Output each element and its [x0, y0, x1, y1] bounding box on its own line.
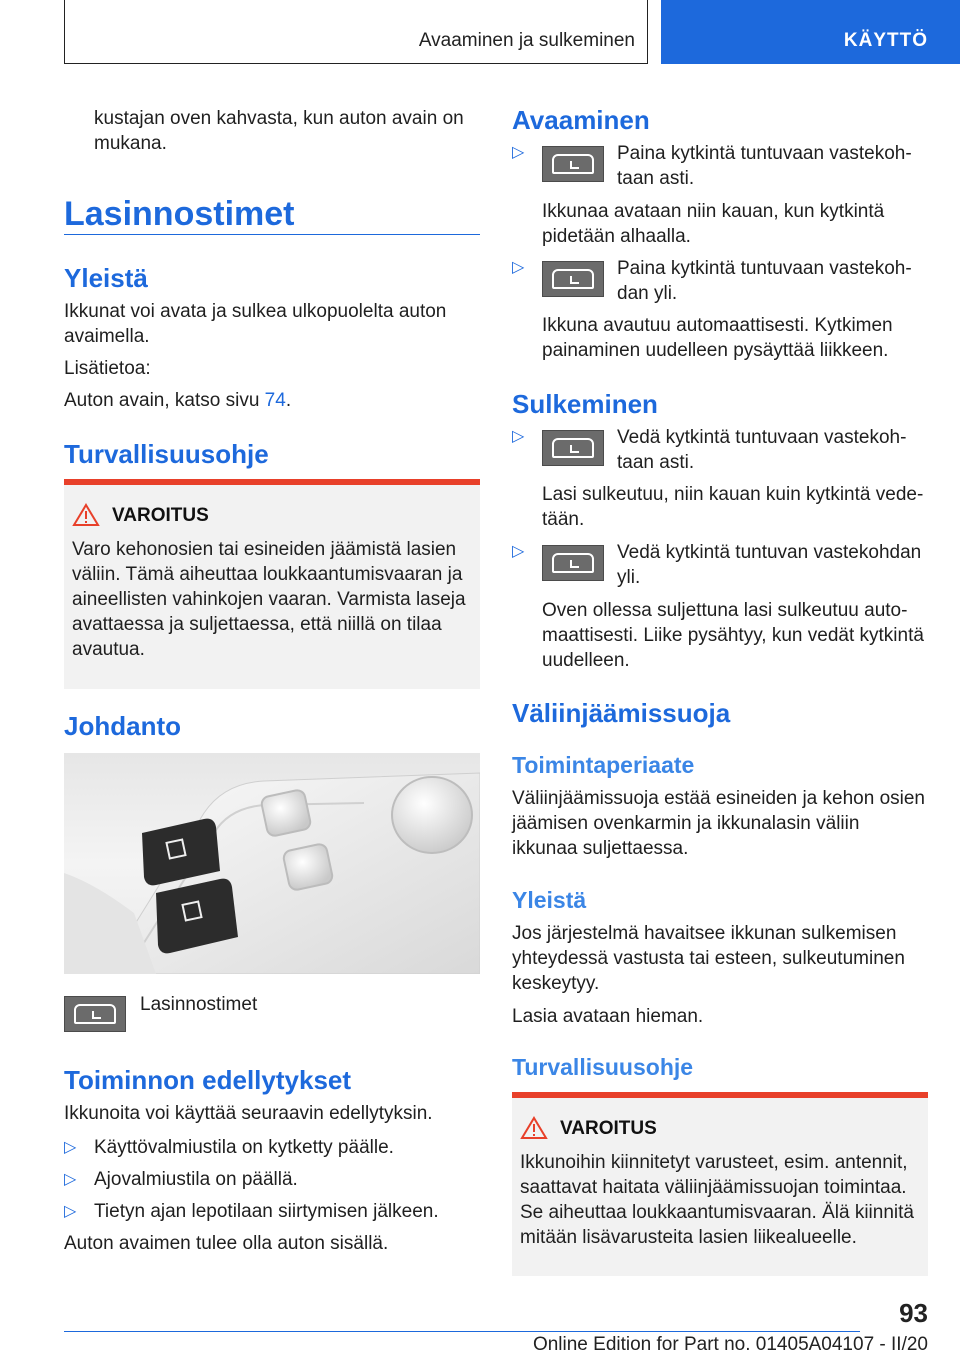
- avaaminen-step-2: Paina kytkintä tuntuvaan vastekohdan yli.: [617, 258, 912, 304]
- triangle-bullet-icon: ▷: [512, 144, 525, 161]
- yleista-paragraph-2: Lisätietoa:: [64, 358, 151, 379]
- edition-text: Online Edition for Part no. 01405A04107 - II/20: [532, 1334, 928, 1355]
- warning-triangle-icon: [520, 1116, 548, 1145]
- continued-text: kustajan oven kahvasta, kun auton avain on mukana.: [94, 108, 464, 154]
- header-chapter-title: KÄYTTÖ: [843, 30, 928, 51]
- triangle-bullet-icon: ▷: [64, 1139, 77, 1156]
- window-switch-icon: [542, 146, 604, 182]
- heading-turvallisuusohje: Turvallisuusohje: [64, 439, 269, 469]
- heading-toiminnon-edellytykset: Toiminnon edellytykset: [64, 1065, 352, 1095]
- heading-avaaminen: Avaaminen: [512, 105, 650, 135]
- heading-johdanto: Johdanto: [64, 711, 181, 741]
- triangle-bullet-icon: ▷: [512, 259, 525, 276]
- last-paragraph: Auton avaimen tulee olla auton sisällä.: [64, 1233, 389, 1254]
- window-switch-icon: [64, 996, 126, 1032]
- triangle-bullet-icon: ▷: [64, 1203, 77, 1220]
- heading-turvallisuusohje-right: Turvallisuusohje: [512, 1054, 694, 1080]
- list-item: ▷ Ajovalmiustila on päällä.: [64, 1169, 298, 1190]
- header-section-tab: [64, 0, 648, 64]
- window-switch-icon: [542, 261, 604, 297]
- page-link-74[interactable]: 74: [264, 390, 286, 411]
- heading-rule: [64, 234, 480, 235]
- list-item: ▷ Käyttövalmiustila on kytketty päälle.: [64, 1137, 394, 1158]
- triangle-bullet-icon: ▷: [64, 1171, 77, 1188]
- page-number: 93: [899, 1298, 928, 1328]
- heading-yleista: Yleistä: [64, 263, 148, 293]
- heading-sulkeminen: Sulkeminen: [512, 389, 658, 419]
- footer-rule: [64, 1331, 860, 1332]
- warning-text: Varo kehonosien tai esineiden jäämistä lasien väliin. Tämä aiheuttaa loukkaantumisvaaran ja aineellisten vahinkojen vaaran. Varmista laseja avattaessa ja suljettaessa, että niillä on tilaa avautua.: [72, 539, 466, 660]
- yleista-right-paragraph-2: Lasia avataan hieman.: [512, 1006, 704, 1027]
- window-switch-icon: [542, 430, 604, 466]
- warning-box: [64, 479, 480, 689]
- heading-lasinnostimet: Lasinnostimet: [64, 195, 295, 233]
- window-switch-photo: [64, 753, 480, 974]
- warning-title: VAROITUS: [560, 1118, 657, 1139]
- yleista-paragraph-3: Auton avain, katso sivu 74.: [64, 390, 292, 411]
- header-chapter-tab: [661, 0, 960, 64]
- sulkeminen-step-1-detail: Lasi sulkeutuu, niin kauan kuin kytkintä vedetään.: [542, 484, 924, 530]
- sulkeminen-step-1: Vedä kytkintä tuntuvaan vastekohtaan asti.: [617, 427, 907, 473]
- photo-caption: Lasinnostimet: [140, 994, 258, 1015]
- warning-triangle-icon: [72, 503, 100, 532]
- yleista-right-paragraph-1: Jos järjestelmä havaitsee ikkunan sulkemisen yhteydessä vastusta tai esteen, sulkeutuminen keskeytyy.: [512, 923, 905, 994]
- avaaminen-step-2-detail: Ikkuna avautuu automaattisesti. Kytkimen painaminen uudelleen pysäyttää liikkeen.: [542, 315, 893, 361]
- warning-text: Ikkunoihin kiinnitetyt varusteet, esim. antennit, saattavat haitata väliinjäämissuojan toimintaa. Se aiheuttaa loukkaantumisvaaran. Älä kiinnitä mitään lisävarusteita lasien liikealueelle.: [520, 1152, 914, 1248]
- avaaminen-step-1: Paina kytkintä tuntuvaan vastekohtaan asti.: [617, 143, 912, 189]
- yleista-paragraph-1: Ikkunat voi avata ja sulkea ulkopuolelta auton avaimella.: [64, 301, 447, 347]
- header-section-title: Avaaminen ja sulkeminen: [418, 30, 635, 51]
- triangle-bullet-icon: ▷: [512, 428, 525, 445]
- sulkeminen-step-2-detail: Oven ollessa suljettuna lasi sulkeutuu automaattisesti. Liike pysähtyy, kun vedät kytkintä uudelleen.: [542, 600, 924, 671]
- warning-title: VAROITUS: [112, 505, 209, 526]
- list-item: ▷ Tietyn ajan lepotilaan siirtymisen jälkeen.: [64, 1201, 439, 1222]
- heading-toimintaperiaate: Toimintaperiaate: [512, 752, 695, 778]
- warning-box: [512, 1092, 928, 1276]
- toimintaperiaate-paragraph: Väliinjäämissuoja estää esineiden ja kehon osien jäämisen ovenkarmin ja ikkunalasin väliin ikkunaa suljettaessa.: [512, 788, 925, 859]
- sulkeminen-step-2: Vedä kytkintä tuntuvan vastekohdan yli.: [617, 542, 922, 588]
- avaaminen-step-1-detail: Ikkunaa avataan niin kauan, kun kytkintä pidetään alhaalla.: [542, 201, 885, 247]
- heading-valiinjaamissuoja: Väliinjäämissuoja: [512, 698, 731, 728]
- heading-yleista-right: Yleistä: [512, 887, 587, 913]
- triangle-bullet-icon: ▷: [512, 543, 525, 560]
- toiminnon-paragraph: Ikkunoita voi käyttää seuraavin edellytyksin.: [64, 1103, 433, 1124]
- window-switch-icon: [542, 545, 604, 581]
